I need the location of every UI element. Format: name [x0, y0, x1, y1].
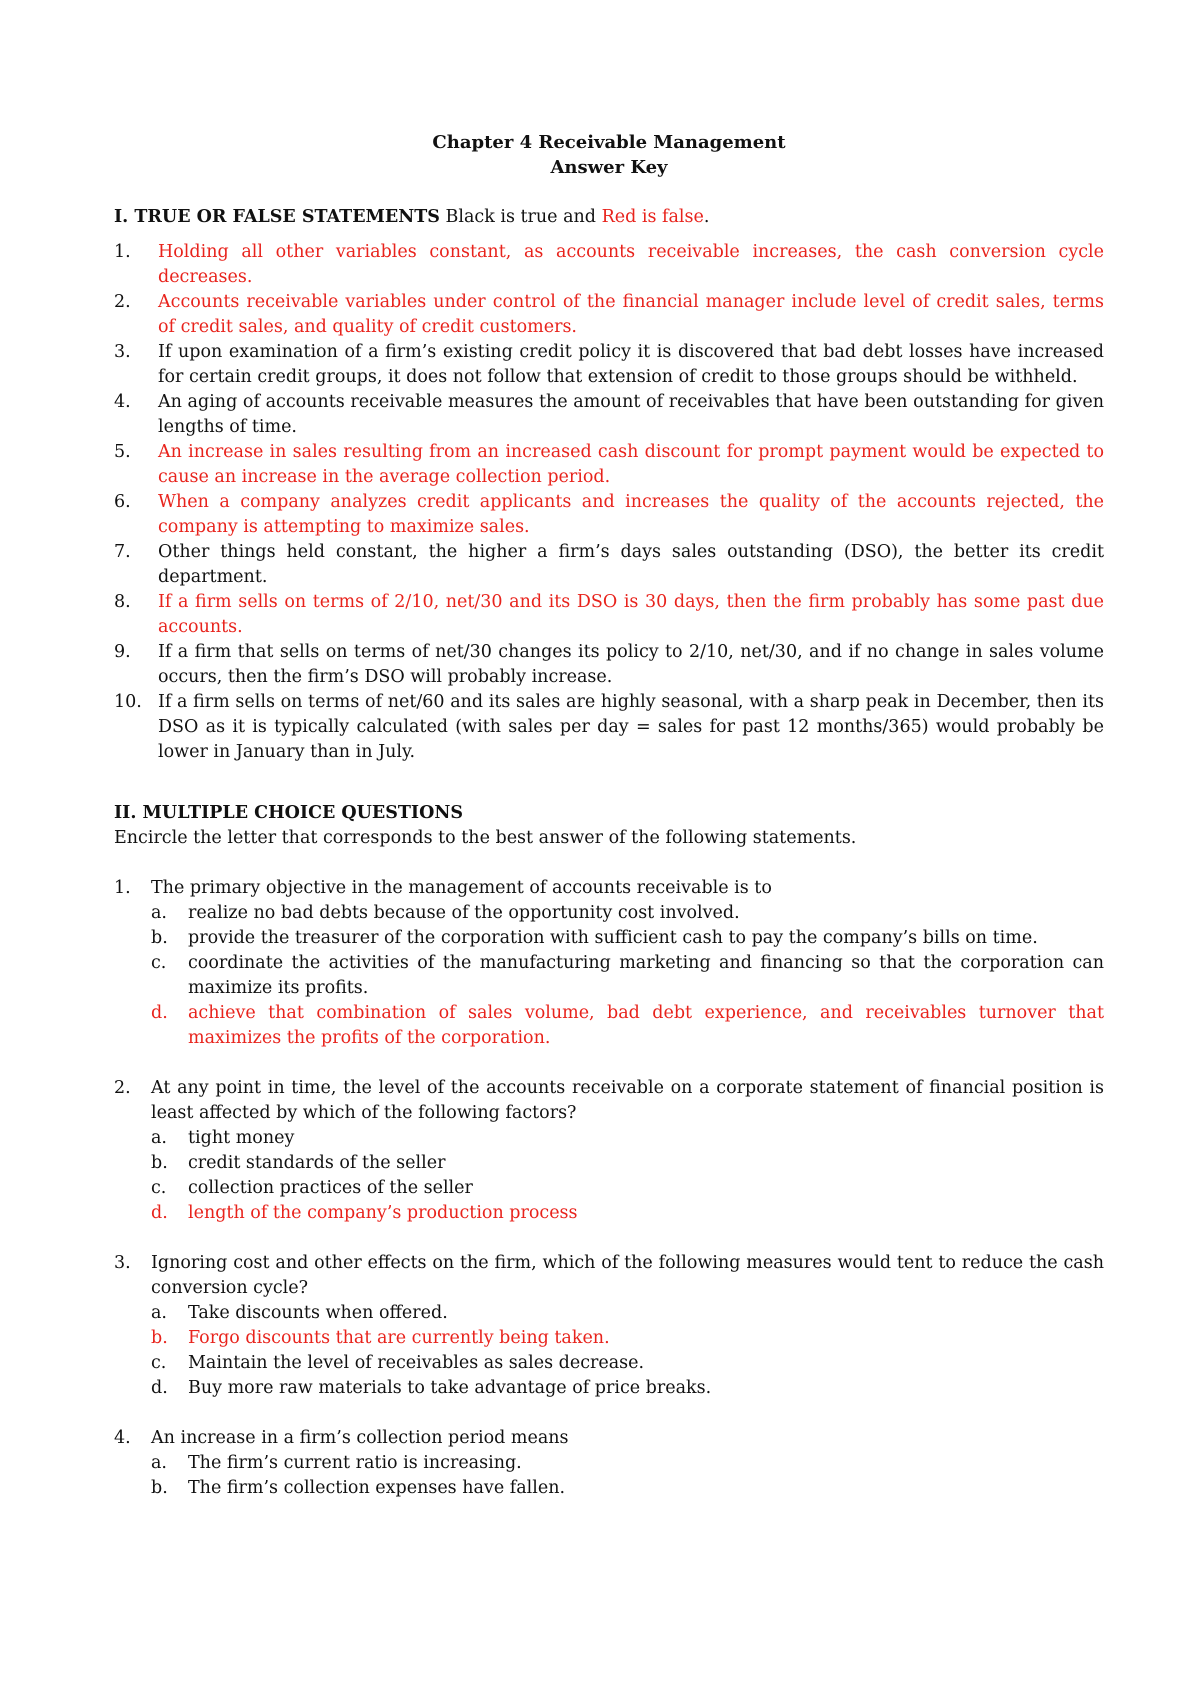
option-text: The firm’s current ratio is increasing.: [188, 1453, 522, 1473]
question-text: Ignoring cost and other effects on the firm, which of the following measures would tent to reduce the cash conversion cycle?: [151, 1253, 1104, 1298]
mc-question: [114, 1426, 1104, 1501]
option-text: credit standards of the seller: [188, 1153, 446, 1173]
section-true-false-header: [114, 205, 1104, 230]
tf-number: 10.: [114, 692, 142, 712]
tf-number: 5.: [114, 442, 131, 462]
option-text: Buy more raw materials to take advantage of price breaks.: [188, 1378, 712, 1398]
legend-black-text: Black is true and: [445, 207, 596, 227]
option-text: provide the treasurer of the corporation with sufficient cash to pay the company’s bills on time.: [188, 928, 1038, 948]
tf-number: 1.: [114, 242, 131, 262]
tf-text: An aging of accounts receivable measures the amount of receivables that have been outstanding for given lengths of time.: [158, 392, 1104, 437]
tf-text: Accounts receivable variables under control of the financial manager include level of credit sales, terms of credit sales, and quality of credit customers.: [158, 292, 1104, 337]
answer-option: [151, 926, 1104, 951]
tf-statement: [114, 540, 1104, 590]
option-letter: a.: [151, 1453, 167, 1473]
option-text: tight money: [188, 1128, 295, 1148]
section-heading: I. TRUE OR FALSE STATEMENTS: [114, 207, 440, 227]
section-multiple-choice-heading: II. MULTIPLE CHOICE QUESTIONS: [114, 803, 463, 823]
tf-text: When a company analyzes credit applicants and increases the quality of the accounts rejected, the company is attempting to maximize sales.: [158, 492, 1104, 537]
option-text: collection practices of the seller: [188, 1178, 473, 1198]
option-letter: b.: [151, 928, 168, 948]
tf-statement: [114, 440, 1104, 490]
tf-number: 7.: [114, 542, 131, 562]
answer-option: [151, 901, 1104, 926]
tf-number: 9.: [114, 642, 131, 662]
answer-option: [151, 951, 1104, 1001]
option-letter: a.: [151, 1303, 167, 1323]
question-number: 4.: [114, 1428, 131, 1448]
answer-option: [151, 1126, 1104, 1151]
tf-text: If a firm that sells on terms of net/30 changes its policy to 2/10, net/30, and if no change in sales volume occurs, then the firm’s DSO will probably increase.: [158, 642, 1104, 687]
document-content: [114, 130, 1104, 1526]
tf-text: An increase in sales resulting from an increased cash discount for prompt payment would be expected to cause an increase in the average collection period.: [158, 442, 1104, 487]
option-text: length of the company’s production process: [188, 1203, 578, 1223]
question-number: 3.: [114, 1253, 131, 1273]
mc-question: [114, 876, 1104, 1051]
option-text: The firm’s collection expenses have fallen.: [188, 1478, 566, 1498]
answer-option: [151, 1176, 1104, 1201]
option-text: realize no bad debts because of the opportunity cost involved.: [188, 903, 740, 923]
tf-statement: [114, 240, 1104, 290]
correct-answer-option: [151, 1201, 1104, 1226]
tf-statement: [114, 590, 1104, 640]
tf-number: 6.: [114, 492, 131, 512]
legend-period: .: [703, 207, 710, 227]
tf-statement: [114, 640, 1104, 690]
tf-text: If upon examination of a firm’s existing credit policy it is discovered that bad debt losses have increased for certain credit groups, it does not follow that extension of credit to those groups should be withheld.: [158, 342, 1104, 387]
tf-text: If a firm sells on terms of net/60 and its sales are highly seasonal, with a sharp peak in December, then its DSO as it is typically calculated (with sales per day = sales for past 12 months/365) would probably be lower in January than in July.: [158, 692, 1104, 762]
option-letter: c.: [151, 1353, 167, 1373]
option-text: Forgo discounts that are currently being taken.: [188, 1328, 610, 1348]
answer-option: [151, 1151, 1104, 1176]
tf-statement: [114, 690, 1104, 765]
option-text: Take discounts when offered.: [188, 1303, 448, 1323]
tf-statement: [114, 340, 1104, 390]
tf-statement: [114, 290, 1104, 340]
option-letter: d.: [151, 1378, 168, 1398]
option-letter: b.: [151, 1153, 168, 1173]
answer-option: [151, 1451, 1104, 1476]
option-letter: c.: [151, 953, 167, 973]
true-false-list: [114, 240, 1104, 765]
mc-question: [114, 1251, 1104, 1401]
answer-option: [151, 1301, 1104, 1326]
tf-number: 8.: [114, 592, 131, 612]
document-title: Chapter 4 Receivable Management: [432, 132, 786, 153]
document-subtitle: Answer Key: [550, 157, 668, 178]
option-letter: c.: [151, 1178, 167, 1198]
tf-text: If a firm sells on terms of 2/10, net/30 and its DSO is 30 days, then the firm probably has some past due accounts.: [158, 592, 1104, 637]
option-letter: d.: [151, 1203, 168, 1223]
correct-answer-option: [151, 1326, 1104, 1351]
tf-statement: [114, 390, 1104, 440]
option-letter: a.: [151, 1128, 167, 1148]
tf-text: Other things held constant, the higher a firm’s days sales outstanding (DSO), the better its credit department.: [158, 542, 1104, 587]
tf-number: 3.: [114, 342, 131, 362]
mc-question: [114, 1076, 1104, 1226]
tf-number: 4.: [114, 392, 131, 412]
answer-option: [151, 1351, 1104, 1376]
legend-red-text: Red is false: [601, 207, 704, 227]
tf-number: 2.: [114, 292, 131, 312]
option-text: coordinate the activities of the manufacturing marketing and financing so that the corporation can maximize its profits.: [188, 953, 1104, 998]
option-letter: d.: [151, 1003, 168, 1023]
question-number: 2.: [114, 1078, 131, 1098]
option-text: Maintain the level of receivables as sales decrease.: [188, 1353, 645, 1373]
option-letter: a.: [151, 903, 167, 923]
question-text: The primary objective in the management of accounts receivable is to: [151, 878, 772, 898]
question-text: An increase in a firm’s collection period means: [151, 1428, 569, 1448]
question-number: 1.: [114, 878, 131, 898]
correct-answer-option: [151, 1001, 1104, 1051]
multiple-choice-list: [114, 876, 1104, 1501]
option-letter: b.: [151, 1328, 168, 1348]
question-text: At any point in time, the level of the accounts receivable on a corporate statement of financial position is least affected by which of the following factors?: [151, 1078, 1104, 1123]
tf-text: Holding all other variables constant, as accounts receivable increases, the cash conversion cycle decreases.: [158, 242, 1104, 287]
answer-option: [151, 1476, 1104, 1501]
answer-option: [151, 1376, 1104, 1401]
option-text: achieve that combination of sales volume, bad debt experience, and receivables turnover that maximizes the profits of the corporation.: [188, 1003, 1104, 1048]
tf-statement: [114, 490, 1104, 540]
section-instruction: Encircle the letter that corresponds to the best answer of the following statements.: [114, 828, 857, 848]
option-letter: b.: [151, 1478, 168, 1498]
